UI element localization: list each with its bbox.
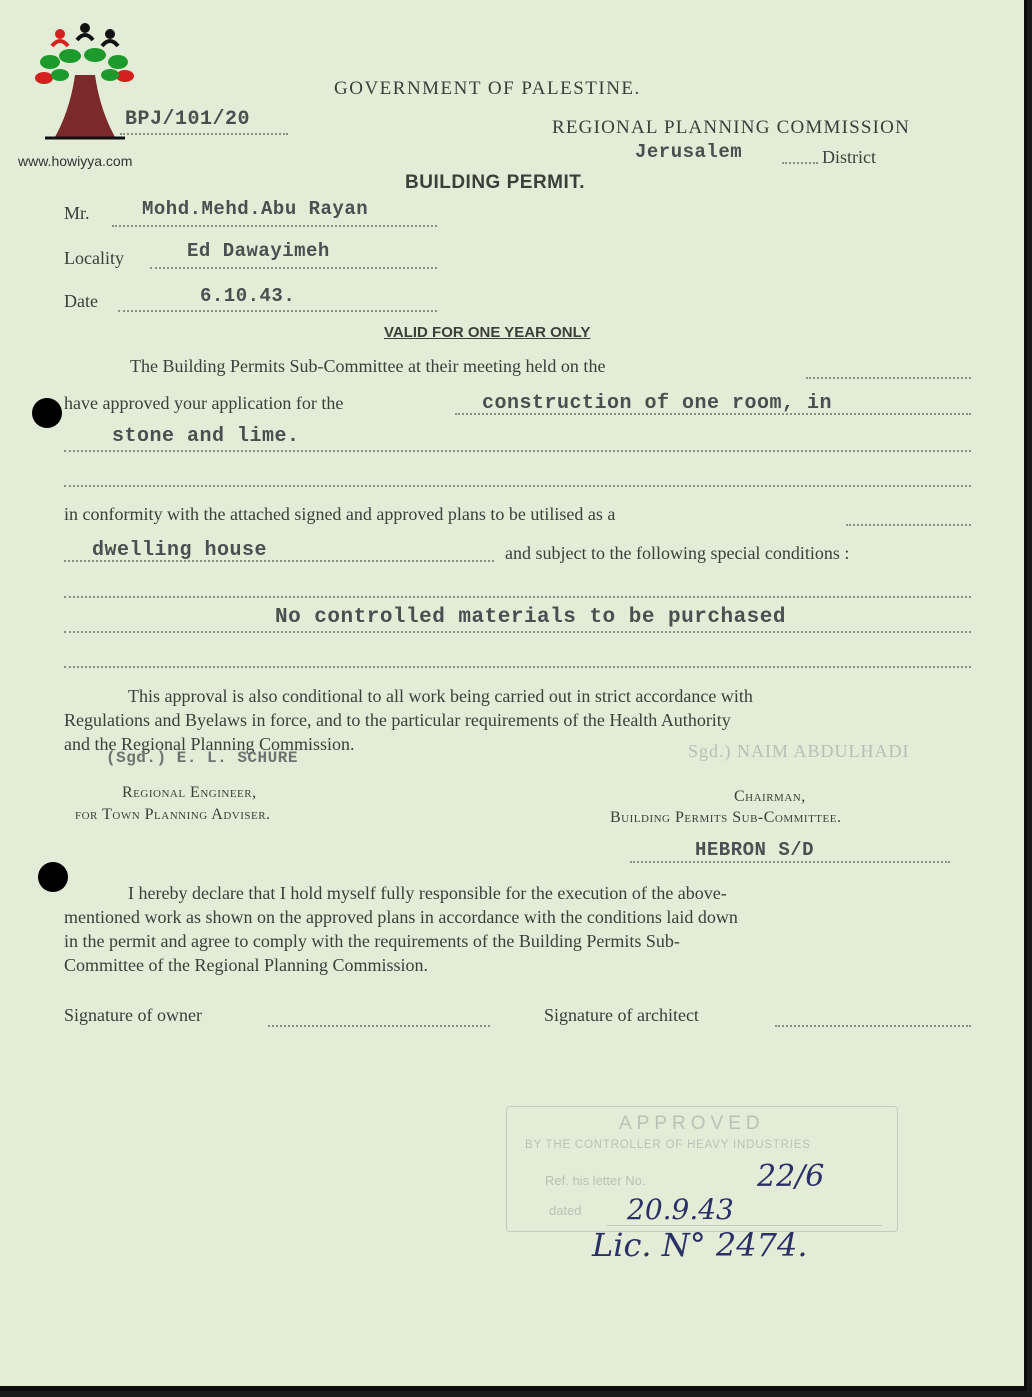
body-line-1-dots: [806, 377, 971, 379]
approval-line-1: This approval is also conditional to all work being carried out in strict accordance with: [128, 686, 753, 706]
conditions-label: and subject to the following special conditions :: [505, 543, 850, 563]
body-line-9-dots: [64, 666, 971, 668]
district-dots: [782, 162, 818, 164]
office-dots: [630, 861, 950, 863]
locality-dots: [150, 267, 437, 269]
government-heading: GOVERNMENT OF PALESTINE.: [334, 78, 641, 99]
date-value: 6.10.43.: [200, 285, 296, 307]
punch-hole-bottom: [38, 862, 68, 892]
body-line-5-dots: [846, 524, 971, 526]
licence-number: Lic. N° 2474.: [592, 1226, 808, 1264]
body-line-7-dots: [64, 596, 971, 598]
architect-signature-label: Signature of architect: [544, 1005, 699, 1025]
tree-logo-icon: [30, 20, 140, 150]
date-dots: [118, 310, 437, 312]
stamp-ref-value: 22/6: [757, 1159, 825, 1194]
committee-title: Building Permits Sub-Committee.: [610, 809, 842, 826]
chairman-title: Chairman,: [734, 788, 806, 805]
locality-label: Locality: [64, 248, 124, 268]
architect-signature-line: [775, 1025, 971, 1027]
body-line-1: The Building Permits Sub-Committee at their meeting held on the: [130, 356, 606, 376]
stamp-dated-label: dated: [549, 1203, 582, 1218]
construction-value-cont: stone and lime.: [112, 425, 300, 448]
stamp-subtitle: BY THE CONTROLLER OF HEAVY INDUSTRIES: [525, 1139, 811, 1151]
date-label: Date: [64, 291, 98, 311]
engineer-title: Regional Engineer,: [122, 784, 257, 801]
approval-stamp: [506, 1106, 898, 1232]
mr-label: Mr.: [64, 203, 90, 223]
stamp-ref-label: Ref. his letter No.: [545, 1173, 646, 1188]
condition-value: No controlled materials to be purchased: [275, 606, 786, 629]
permit-title: BUILDING PERMIT.: [405, 172, 586, 193]
district-label: District: [822, 147, 876, 167]
valid-notice: VALID FOR ONE YEAR ONLY: [384, 324, 591, 341]
punch-hole-top: [32, 398, 62, 428]
use-value: dwelling house: [92, 539, 268, 562]
condition-dots: [64, 631, 971, 633]
mr-dots: [112, 225, 437, 227]
mr-value: Mohd.Mehd.Abu Rayan: [142, 198, 369, 220]
body-line-4-dots: [64, 485, 971, 487]
approval-line-3: and the Regional Planning Commission.: [64, 734, 355, 754]
owner-signature-label: Signature of owner: [64, 1005, 202, 1025]
engineer-subtitle: for Town Planning Adviser.: [75, 806, 271, 823]
locality-value: Ed Dawayimeh: [187, 240, 330, 262]
construction-value: construction of one room, in: [482, 392, 833, 415]
engineer-signature: (Sgd.) E. L. SCHURE: [106, 749, 298, 767]
body-line-5: in conformity with the attached signed and approved plans to be utilised as a: [64, 504, 616, 524]
file-reference: BPJ/101/20: [125, 108, 251, 131]
declaration-line-2: mentioned work as shown on the approved plans in accordance with the conditions laid down: [64, 907, 738, 927]
declaration-line-1: I hereby declare that I hold myself fully responsible for the execution of the above-: [128, 883, 727, 903]
body-line-2-prefix: have approved your application for the: [64, 393, 344, 413]
declaration-line-4: Committee of the Regional Planning Commission.: [64, 955, 428, 975]
commission-heading: REGIONAL PLANNING COMMISSION: [552, 117, 911, 138]
owner-signature-line: [268, 1025, 490, 1027]
file-ref-underline: [120, 133, 288, 135]
body-line-3-dots: [64, 450, 971, 452]
website-label: www.howiyya.com: [18, 153, 133, 169]
declaration-line-3: in the permit and agree to comply with the requirements of the Building Permits Sub-: [64, 931, 680, 951]
office-value: HEBRON S/D: [695, 839, 815, 861]
district-value: Jerusalem: [635, 141, 743, 163]
chairman-signature: Sgd.) NAIM ABDULHADI: [688, 741, 910, 761]
stamp-dated-value: 20.9.43: [627, 1193, 734, 1226]
approval-line-2: Regulations and Byelaws in force, and to the particular requirements of the Health Authority: [64, 710, 731, 730]
stamp-title: APPROVED: [619, 1113, 765, 1134]
